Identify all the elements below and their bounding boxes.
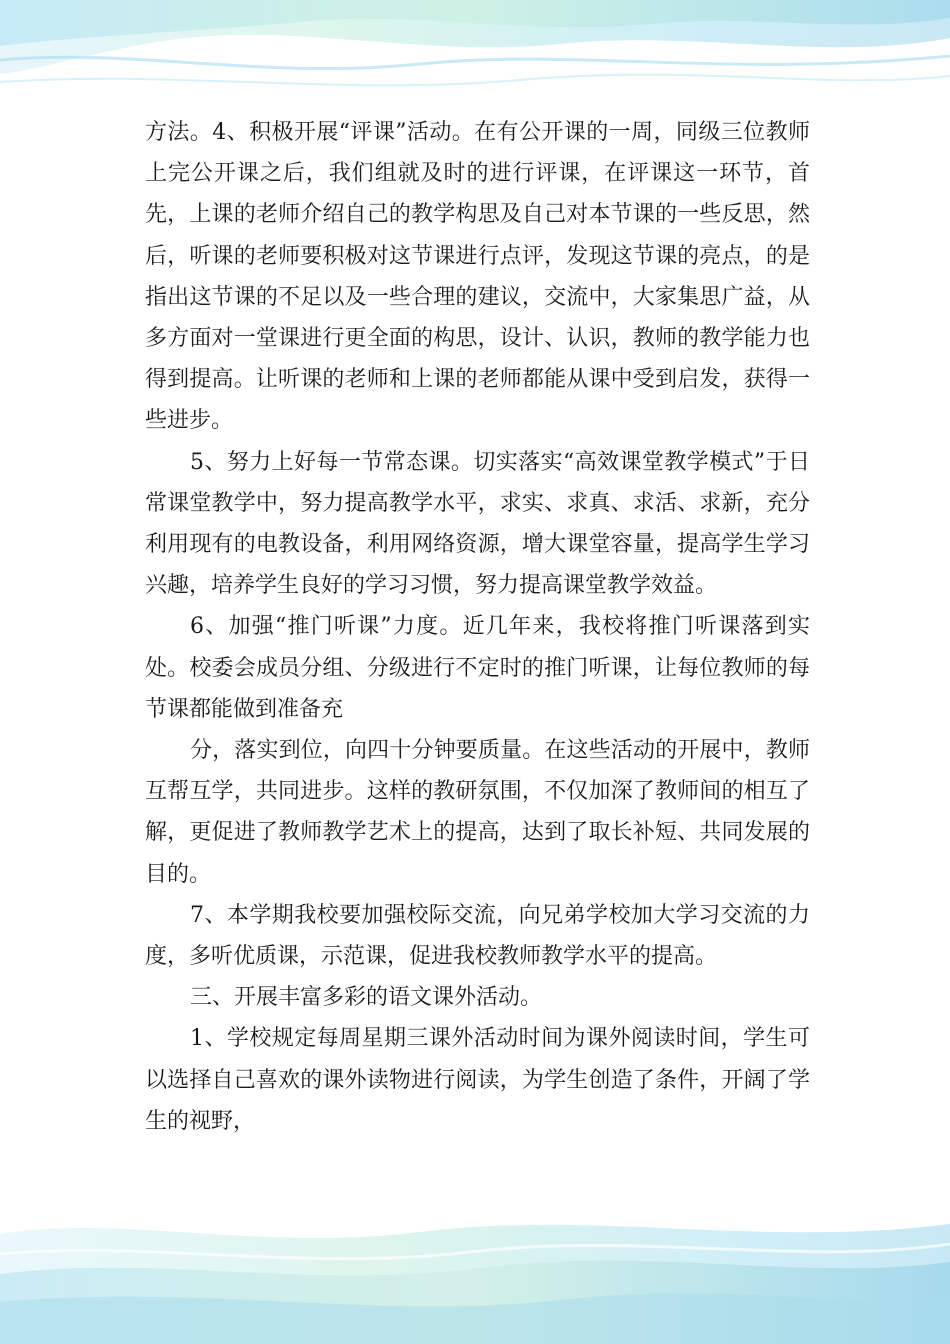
top-wave-border <box>0 0 950 110</box>
paragraph-item-7: 7、本学期我校要加强校际交流，向兄弟学校加大学习交流的力度，多听优质课，示范课，促进我校教师教学水平的提高。 <box>145 902 810 970</box>
paragraph-item-6: 6、加强“推门听课”力度。近几年来，我校将推门听课落到实处。校委会成员分组、分级进行不定时的推门听课，让每位教师的每节课都能做到准备充 <box>145 614 810 722</box>
document-body <box>145 112 810 1142</box>
paragraph-section-3: 三、开展丰富多彩的语文课外活动。 <box>190 985 543 1011</box>
paragraph-section-3-item-1: 1、学校规定每周星期三课外活动时间为课外阅读时间，学生可以选择自己喜欢的课外读物进行阅读，为学生创造了条件，开阔了学生的视野， <box>145 1026 810 1134</box>
paragraph-continuation: 分，落实到位，向四十分钟要质量。在这些活动的开展中，教师互帮互学，共同进步。这样的教研氛围，不仅加深了教师间的相互了解，更促进了教师教学艺术上的提高，达到了取长补短、共同发展的目的。 <box>145 738 810 887</box>
paragraph-method-4: 方法。4、积极开展“评课”活动。在有公开课的一周，同级三位教师上完公开课之后，我们组就及时的进行评课，在评课这一环节，首先，上课的老师介绍自己的教学构思及自己对本节课的一些反思，然后，听课的老师要积极对这节课进行点评，发现这节课的亮点，的是指出这节课的不足以及一些合理的建议，交流中，大家集思广益，从多方面对一堂课进行更全面的构思，设计、认识，教师的教学能力也得到提高。让听课的老师和上课的老师都能从课中受到启发，获得一些进步。 <box>145 120 810 434</box>
paragraph-item-5: 5、努力上好每一节常态课。切实落实“高效课堂教学模式”于日常课堂教学中，努力提高教学水平，求实、求真、求活、求新，充分利用现有的电教设备，利用网络资源，增大课堂容量，提高学生学习兴趣，培养学生良好的学习习惯，努力提高课堂教学效益。 <box>145 449 810 599</box>
bottom-wave-border <box>0 1174 950 1344</box>
